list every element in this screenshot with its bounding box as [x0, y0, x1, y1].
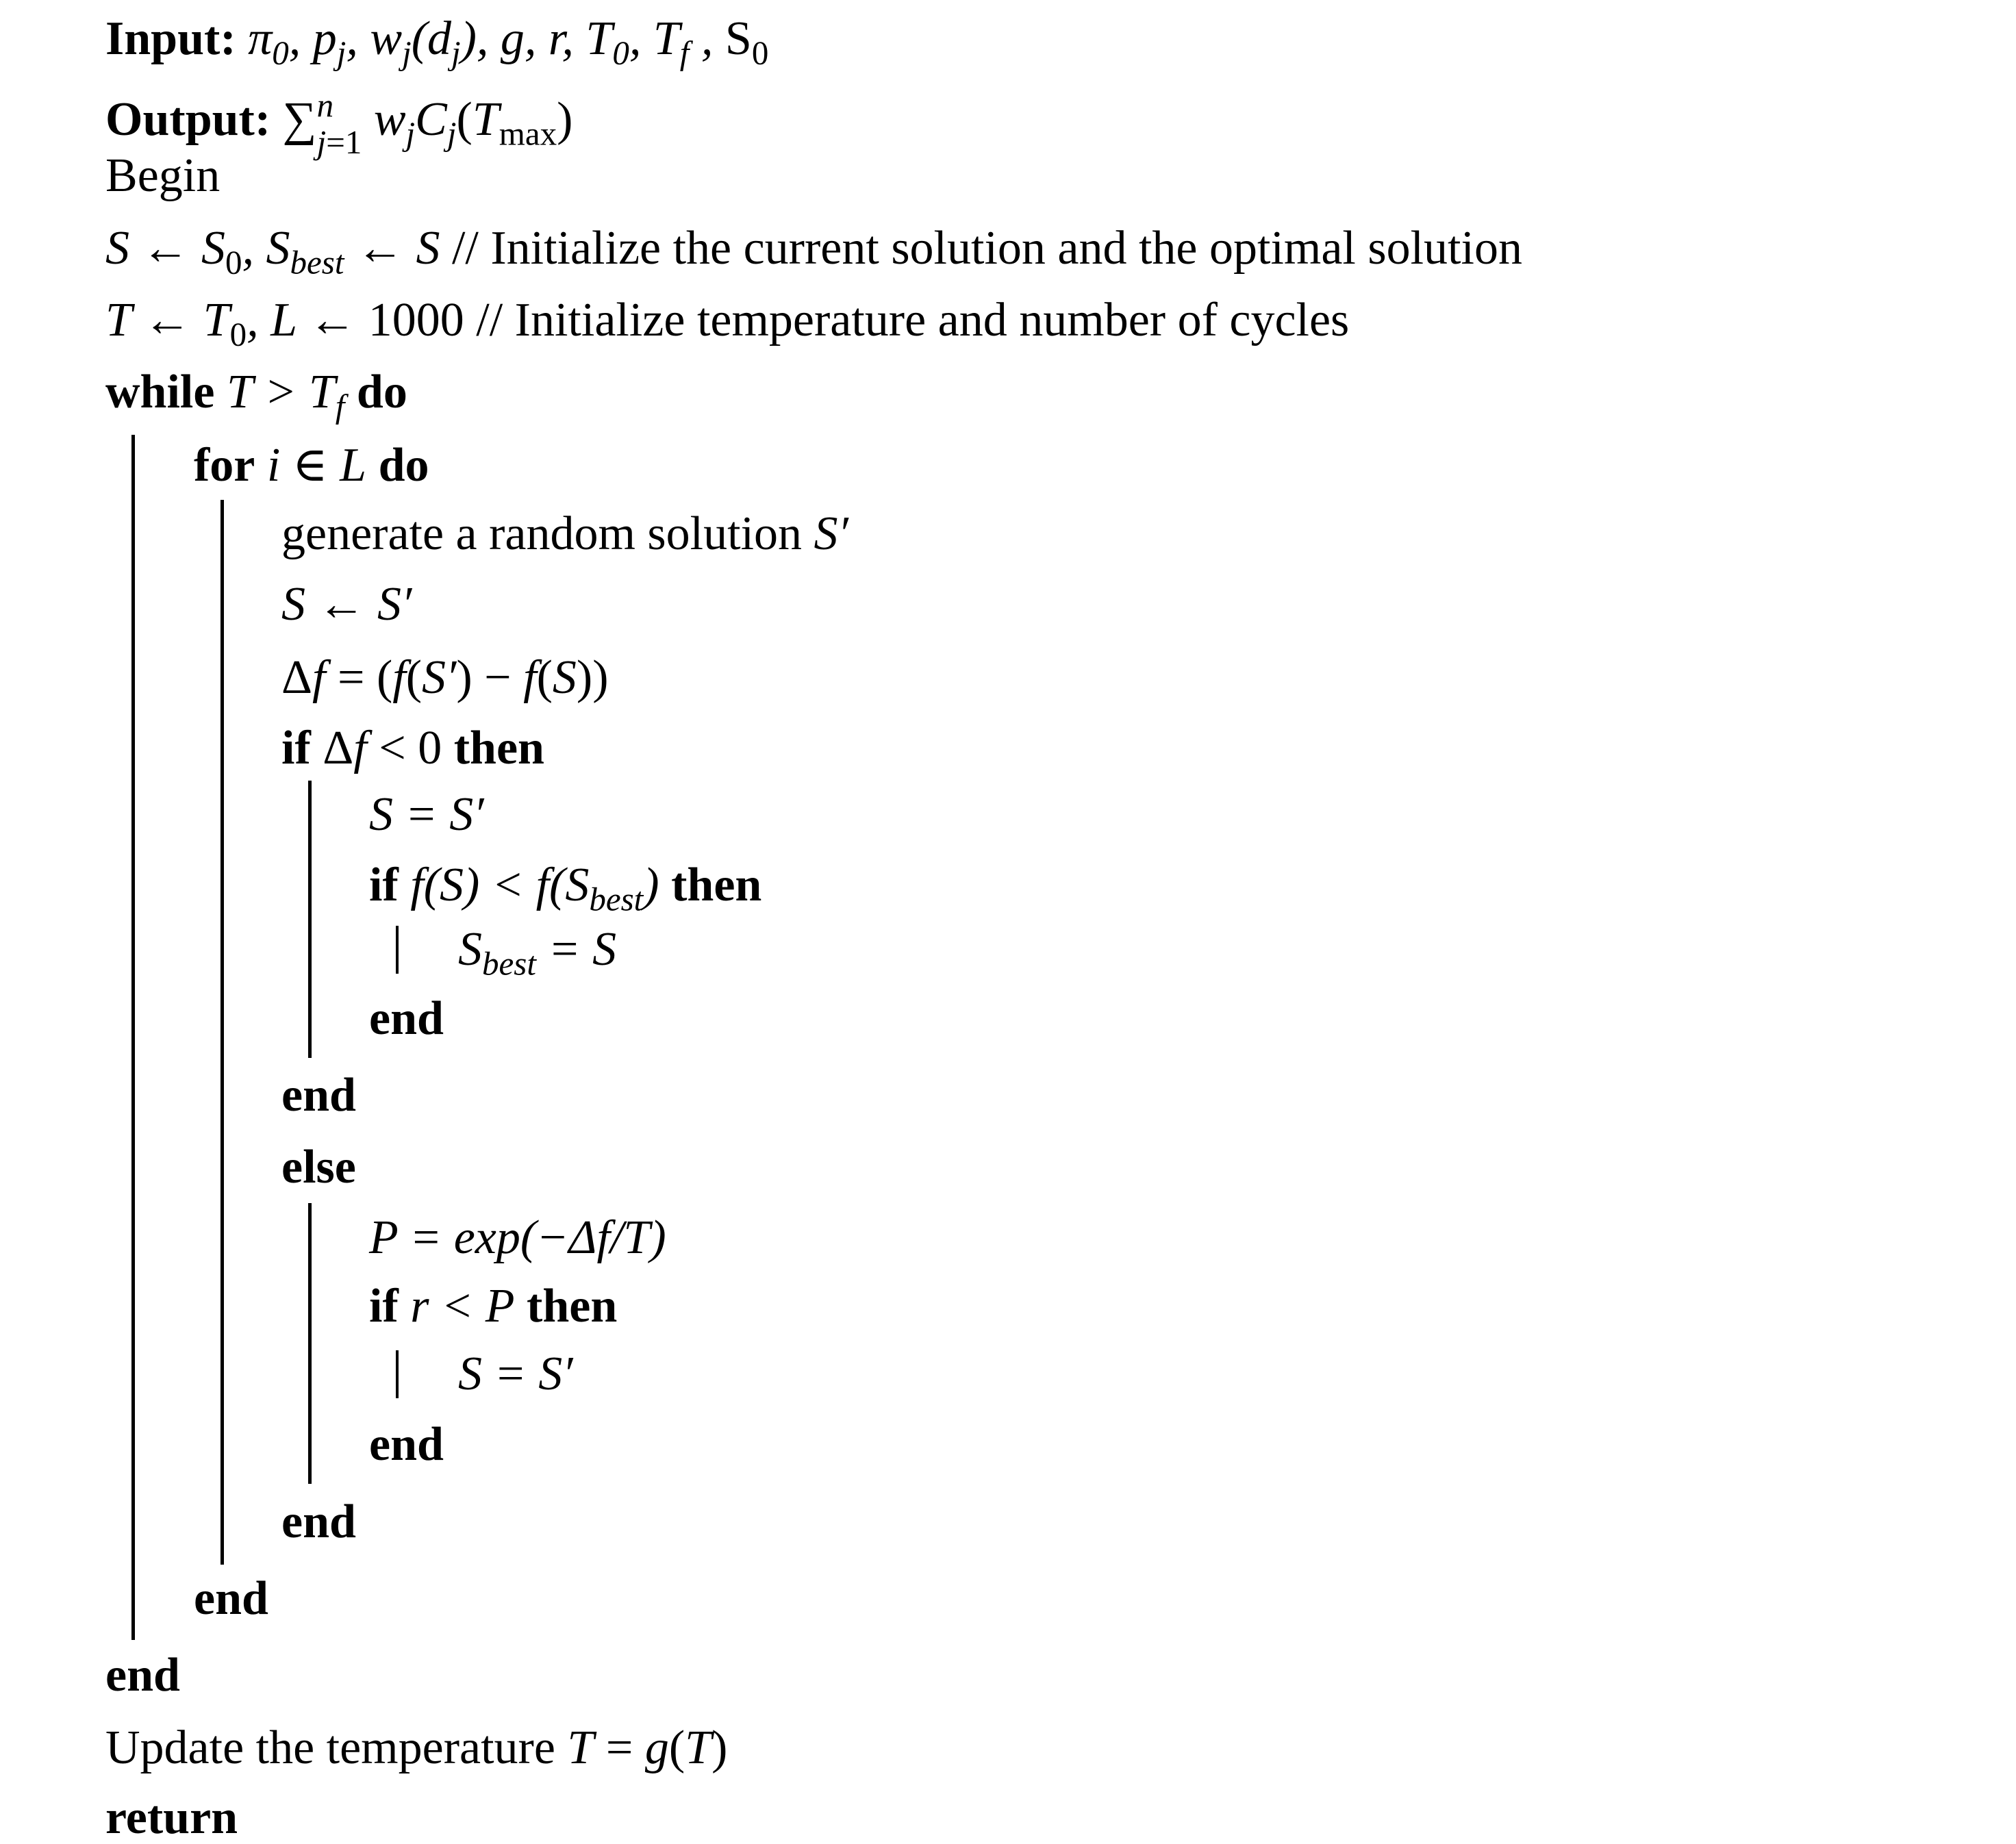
else-line: else	[281, 1141, 356, 1193]
begin-line: Begin	[105, 149, 220, 202]
init-temp-expr: T ← $T_0$, L ← 1000	[105, 294, 464, 353]
sbest-eq-s-line: $S_{best} = S$	[458, 923, 617, 983]
if-r-line	[369, 1280, 618, 1333]
generate-line	[281, 507, 848, 560]
for-condition: i ∈ L	[266, 439, 367, 492]
if-best-line	[369, 859, 762, 918]
while-condition: $T > T_f$	[226, 366, 345, 425]
generate-text: generate a random solution S′	[281, 507, 848, 560]
init-solution-line	[105, 222, 1522, 281]
end-else: end	[281, 1495, 356, 1548]
end-if-delta: end	[281, 1069, 356, 1122]
for-block-bar	[220, 500, 224, 1565]
if-r-block-bar	[396, 1350, 399, 1398]
for-keyword: for	[194, 439, 255, 492]
then-keyword: then	[453, 722, 544, 774]
while-block-bar	[131, 435, 135, 1640]
do-keyword: do	[356, 366, 407, 418]
input-variables: $\pi_0$, $p_j$, $w_j(d_j)$, g, r, $T_0$, $T_f$ , $S_0$	[248, 12, 769, 72]
update-line	[105, 1721, 728, 1774]
return-line: return	[105, 1791, 238, 1844]
s-eq-sprime-line-2: S = S′	[458, 1348, 573, 1400]
if-delta-line	[281, 724, 544, 772]
end-for: end	[194, 1572, 268, 1625]
then-keyword: then	[671, 859, 762, 911]
do-keyword: do	[378, 439, 429, 492]
if-delta-condition: Δf < 0	[323, 722, 442, 774]
while-line	[105, 366, 407, 425]
while-keyword: while	[105, 366, 215, 418]
if-keyword: if	[281, 722, 311, 774]
if-best-condition: $f(S) < f(S_{best})$	[410, 859, 659, 918]
update-expr: T = g(T)	[567, 1721, 728, 1774]
if-delta-block-bar	[308, 781, 312, 1058]
end-if-best: end	[369, 992, 444, 1045]
if-best-block-bar	[396, 926, 399, 974]
p-expr-line: P = exp(−Δf/T)	[369, 1211, 666, 1264]
init-solution-expr: S ← $S_0$, $S_{best}$ ← S	[105, 222, 440, 281]
output-label: Output:	[105, 92, 271, 146]
if-r-condition: r < P	[410, 1280, 515, 1333]
update-text: Update the temperature	[105, 1721, 555, 1774]
end-if-r: end	[369, 1418, 444, 1471]
if-keyword: if	[369, 1280, 399, 1333]
input-label: Input:	[105, 12, 236, 65]
s-eq-sprime-line: S = S′	[369, 788, 484, 841]
init-temp-comment: // Initialize temperature and number of cycles	[476, 294, 1350, 346]
else-block-bar	[308, 1203, 312, 1484]
init-temp-line	[105, 294, 1350, 353]
then-keyword: then	[527, 1280, 618, 1333]
if-keyword: if	[369, 859, 399, 911]
init-solution-comment: // Initialize the current solution and the optimal solution	[451, 222, 1522, 275]
end-while: end	[105, 1649, 180, 1702]
output-expression: ∑ n j=1 $w_jC_j(T_{max})$	[282, 86, 573, 161]
for-line	[194, 439, 429, 492]
delta-f-line	[281, 651, 609, 704]
delta-f-expr: Δf = (f(S′) − f(S))	[281, 651, 609, 704]
input-line	[105, 12, 769, 72]
assign-s-line: S ← S′	[281, 578, 412, 631]
